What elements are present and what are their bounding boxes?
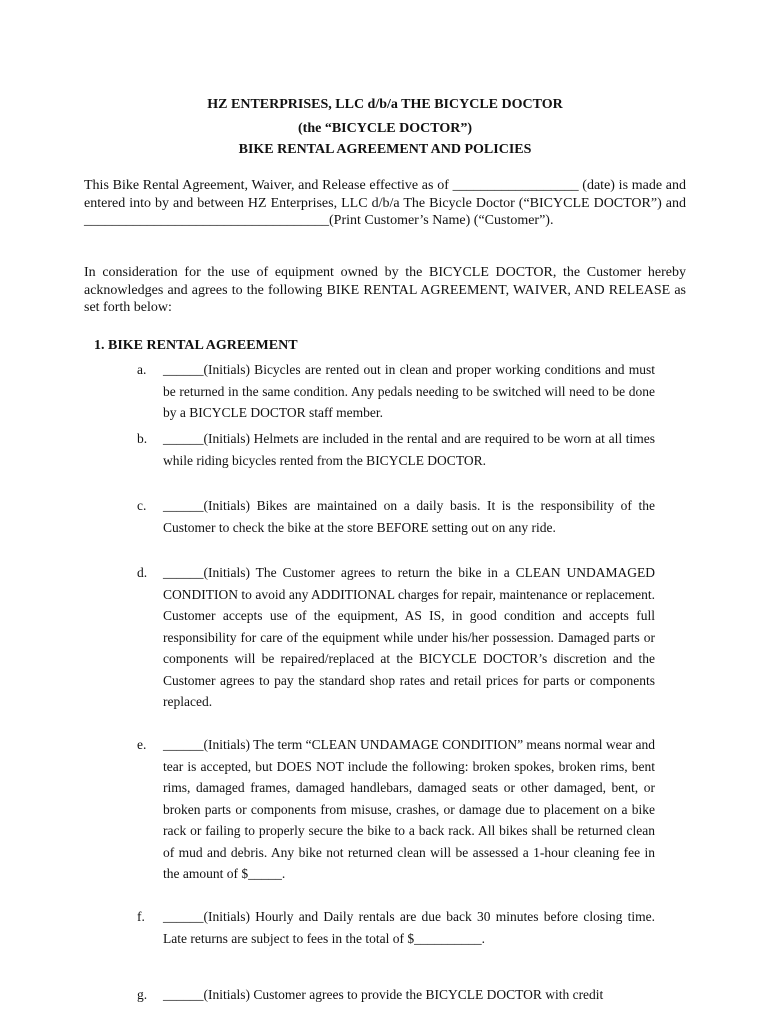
item-marker: a. bbox=[137, 362, 147, 377]
item-marker: b. bbox=[137, 431, 148, 446]
intro-paragraph: This Bike Rental Agreement, Waiver, and Release effective as of __________________ (date) is made and entered into by and between HZ Enterprises, LLC d/b/a The Bicycle Doctor (“BICYCLE DOCTOR”) and ___________________________________(Print Customer’s Name) (“Customer”). bbox=[84, 178, 686, 228]
item-marker: d. bbox=[137, 565, 148, 580]
agreement-item-g: ______(Initials) Customer agrees to provide the BICYCLE DOCTOR with credit bbox=[163, 987, 604, 1002]
agreement-item-c: ______(Initials) Bikes are maintained on a daily basis. It is the responsibility of the Customer to check the bike at the store BEFORE setting out on any ride. bbox=[163, 498, 655, 535]
agreement-item-d: ______(Initials) The Customer agrees to return the bike in a CLEAN UNDAMAGED CONDITION to avoid any ADDITIONAL charges for repair, maintenance or replacement. Customer accepts use of the equipment, AS IS, in good condition and accepts full responsibility for care of the equipment while under his/her possession. Damaged parts or components will be repaired/replaced at the BICYCLE DOCTOR’s discretion and the Customer agrees to pay the standard shop rates and retail prices for parts or components replaced. bbox=[163, 565, 655, 709]
agreement-item-b: ______(Initials) Helmets are included in the rental and are required to be worn at all times while riding bicycles rented from the BICYCLE DOCTOR. bbox=[163, 431, 655, 468]
item-marker: e. bbox=[137, 737, 147, 752]
document-title-agreement: BIKE RENTAL AGREEMENT AND POLICIES bbox=[238, 142, 532, 157]
agreement-item-e: ______(Initials) The term “CLEAN UNDAMAGE CONDITION” means normal wear and tear is accepted, but DOES NOT include the following: broken spokes, broken rims, bent rims, damaged frames, damaged handlebars, damaged seats or other damaged, bent, or broken parts or components from misuse, crashes, or damage due to placement on a bike rack or failing to properly secure the bike to a back rack. All bikes shall be returned clean of mud and debris. Any bike not returned clean will be assessed a 1-hour cleaning fee in the amount of $_____. bbox=[163, 737, 656, 881]
consideration-paragraph: In consideration for the use of equipment owned by the BICYCLE DOCTOR, the Customer hereby acknowledges and agrees to the following BIKE RENTAL AGREEMENT, WAIVER, AND RELEASE as set forth below: bbox=[84, 265, 686, 315]
document-title-alias: (the “BICYCLE DOCTOR”) bbox=[298, 121, 472, 136]
agreement-item-a: ______(Initials) Bicycles are rented out in clean and proper working conditions and must be returned in the same condition. Any pedals needing to be switched will need to be done by a BICYCLE DOCTOR staff member. bbox=[163, 362, 655, 420]
item-marker: c. bbox=[137, 498, 147, 513]
item-marker: f. bbox=[137, 909, 145, 924]
agreement-item-f: ______(Initials) Hourly and Daily rentals are due back 30 minutes before closing time. Late returns are subject to fees in the total of $__________. bbox=[163, 909, 655, 946]
item-marker: g. bbox=[137, 987, 148, 1002]
document-title-company: HZ ENTERPRISES, LLC d/b/a THE BICYCLE DOCTOR bbox=[207, 97, 563, 112]
section-heading-rental-agreement: 1. BIKE RENTAL AGREEMENT bbox=[94, 338, 298, 353]
